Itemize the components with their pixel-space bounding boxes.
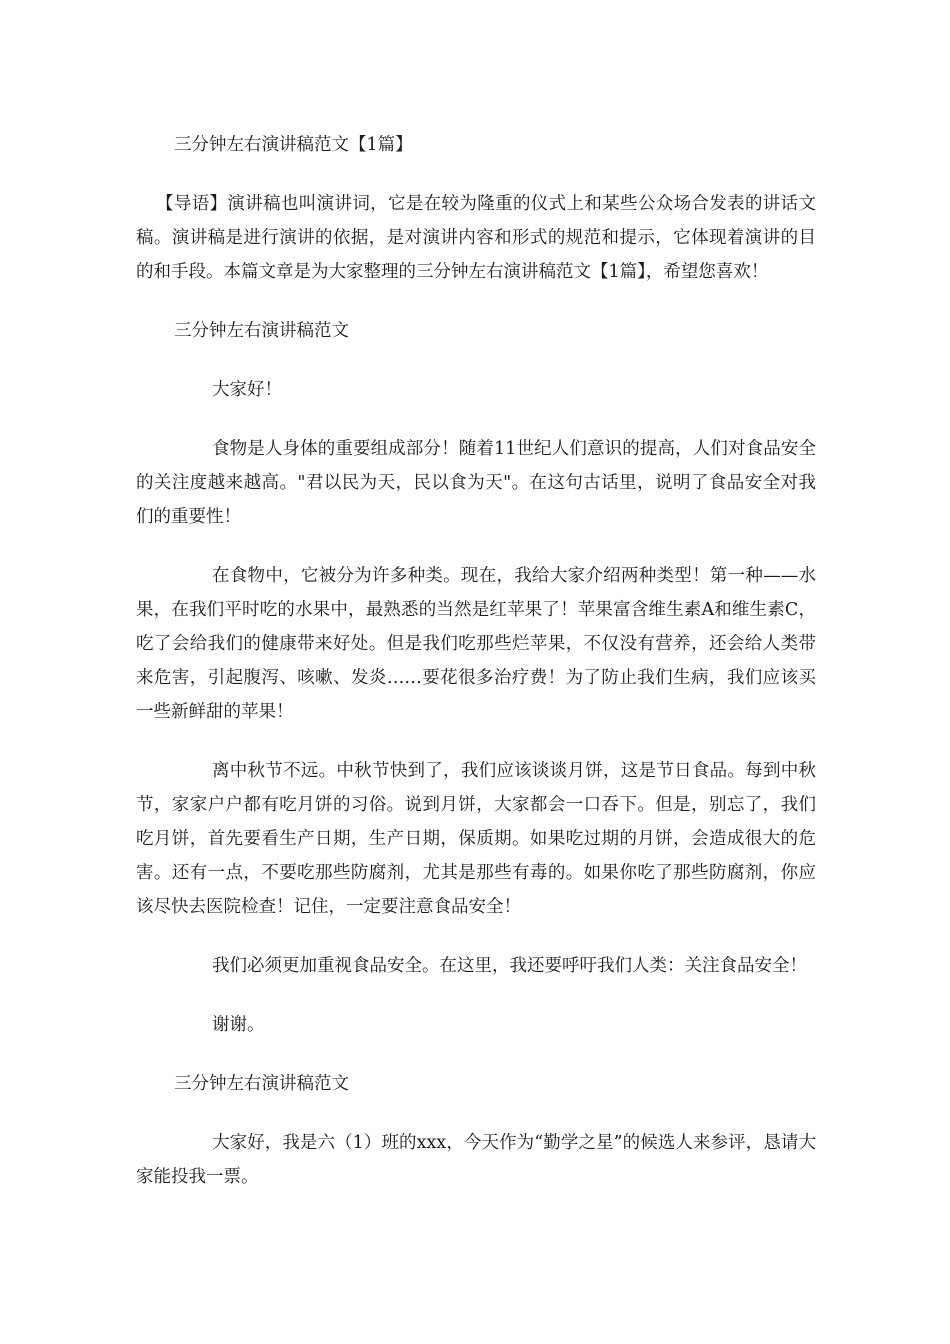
intro-paragraph: 【导语】演讲稿也叫演讲词，它是在较为隆重的仪式上和某些公众场合发表的讲话文稿。演讲稿是进行演讲的依据，是对演讲内容和形式的规范和提示，它体现着演讲的目的和手段。本篇文章是为大家整理的三分钟左右演讲稿范文【1篇】，希望您喜欢！: [136, 194, 816, 282]
document-title: 三分钟左右演讲稿范文【1篇】: [174, 135, 413, 155]
document-page: [136, 128, 816, 1219]
body-paragraph: 离中秋节不远。中秋节快到了，我们应该谈谈月饼，这是节日食品。每到中秋节，家家户户都有吃月饼的习俗。说到月饼，大家都会一口吞下。但是，别忘了，我们吃月饼，首先要看生产日期，生产日期，保质期。如果吃过期的月饼，会造成很大的危害。还有一点，不要吃那些防腐剂，尤其是那些有毒的。如果你吃了那些防腐剂，你应该尽快去医院检查！记住，一定要注意食品安全！: [136, 761, 816, 917]
thanks-paragraph: 谢谢。: [212, 1015, 265, 1035]
body-paragraph: 食物是人身体的重要组成部分！随着11世纪人们意识的提高，人们对食品安全的关注度越来越高。"君以民为天，民以食为天"。在这句古话里，说明了食品安全对我们的重要性！: [136, 439, 816, 527]
greeting-paragraph: 大家好！: [212, 380, 282, 400]
body-paragraph: 我们必须更加重视食品安全。在这里，我还要呼吁我们人类：关注食品安全！: [212, 956, 807, 976]
section-heading: 三分钟左右演讲稿范文: [174, 321, 349, 341]
body-paragraph: 大家好，我是六（1）班的xxx，今天作为“勤学之星”的候选人来参评，恳请大家能投我一票。: [136, 1133, 816, 1187]
body-paragraph: 在食物中，它被分为许多种类。现在，我给大家介绍两种类型！第一种——水果，在我们平时吃的水果中，最熟悉的当然是红苹果了！苹果富含维生素A和维生素C，吃了会给我们的健康带来好处。但是我们吃那些烂苹果，不仅没有营养，还会给人类带来危害，引起腹泻、咳嗽、发炎……要花很多治疗费！为了防止我们生病，我们应该买一些新鲜甜的苹果！: [136, 566, 816, 722]
section-heading: 三分钟左右演讲稿范文: [174, 1074, 349, 1094]
